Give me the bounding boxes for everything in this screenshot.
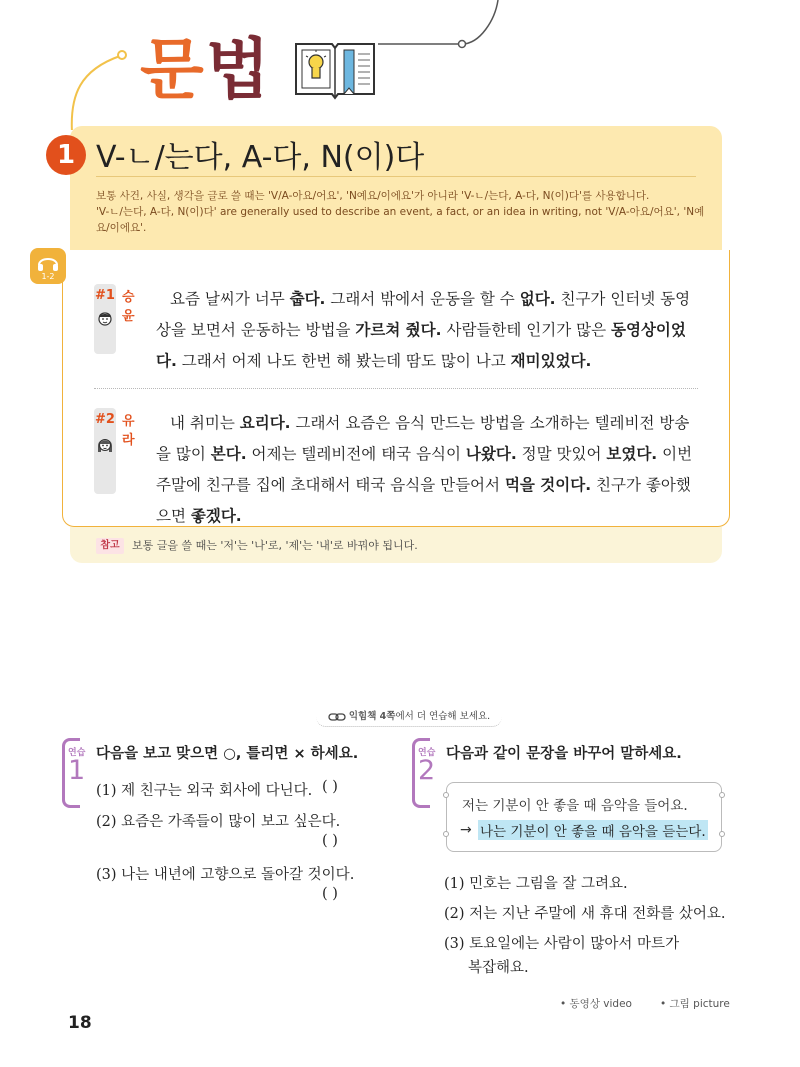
arrow-right-icon: → <box>460 822 472 838</box>
vocab-note-2: • 그림 picture <box>660 998 730 1010</box>
grammar-number-badge: 1 <box>46 135 86 175</box>
emphasized-text: 요리다. <box>239 414 291 432</box>
conversation-number: #2 <box>95 412 115 427</box>
boy-face-icon <box>97 310 113 328</box>
emphasized-text: 가르쳐 줬다. <box>355 321 442 339</box>
text-segment: 내 취미는 <box>170 414 240 432</box>
text-segment: 친구가 인터넷 동영상을 보면서 운동하는 방법을 <box>156 290 691 339</box>
emphasized-text: 재미있었다. <box>510 352 592 370</box>
practice-number: 2 <box>418 755 436 786</box>
grammar-title: V-ㄴ/는다, A-다, N(이)다 <box>96 140 425 175</box>
text-segment: 정말 맛있어 <box>516 445 607 463</box>
workbook-text: 에서 더 연습해 보세요. <box>395 711 491 722</box>
track-number: 1-2 <box>41 272 55 281</box>
speaker-name: 승윤 <box>122 290 135 324</box>
workbook-reference <box>316 709 502 727</box>
emphasized-text: 춥다. <box>289 290 326 308</box>
note-tag: 참고 <box>96 538 124 554</box>
emphasized-text: 먹을 것이다. <box>504 476 592 494</box>
open-book-lightbulb-icon <box>292 38 378 100</box>
answer-blank[interactable]: ( ) <box>322 833 338 849</box>
page-title <box>140 30 272 110</box>
emphasized-text: 없다. <box>519 290 556 308</box>
grammar-explanation <box>96 188 708 236</box>
example-box-dot <box>443 831 449 837</box>
headphones-icon <box>36 252 60 272</box>
emphasized-text: 보였다. <box>606 445 658 463</box>
speaker-name: 유라 <box>122 414 135 448</box>
conversation-text <box>156 284 702 377</box>
girl-face-icon <box>97 436 113 454</box>
practice-number: 1 <box>68 755 86 786</box>
practice-1-item-2: (2) 요즘은 가족들이 많이 보고 싶은다. <box>96 814 341 830</box>
example-question: 저는 기분이 안 좋을 때 음악을 들어요. <box>462 798 688 814</box>
emphasized-text: 나왔다. <box>465 445 517 463</box>
practice-2-item-3: (3) 토요일에는 사람이 많아서 마트가 <box>444 936 680 952</box>
note-text: 보통 글을 쓸 때는 '저'는 '나'로, '제'는 '내'로 바꿔야 됩니다. <box>132 539 418 552</box>
emphasized-text: 좋겠다. <box>190 507 242 525</box>
conversation-text <box>156 408 702 532</box>
practice-instruction: 다음을 보고 맞으면 ○, 틀리면 × 하세요. <box>96 746 359 762</box>
explanation-korean: 보통 사건, 사실, 생각을 글로 쓸 때는 'V/A-아요/어요', 'N예요/이에요'가 아니라 'V-ㄴ/는다, A-다, N(이)다'를 사용합니다. <box>96 190 650 202</box>
dotted-divider <box>94 388 698 389</box>
practice-2-item-2: (2) 저는 지난 주말에 새 휴대 전화를 샀어요. <box>444 906 726 922</box>
link-icon <box>328 713 346 721</box>
text-segment: 어제는 텔레비전에 태국 음식이 <box>246 445 466 463</box>
practice-1-item-3: (3) 나는 내년에 고향으로 돌아갈 것이다. <box>96 867 355 883</box>
text-segment: 친구가 좋아했으면 <box>156 476 691 525</box>
practice-label: 연습 <box>418 748 436 758</box>
example-box <box>446 782 722 852</box>
example-box-dot <box>719 792 725 798</box>
title-part-1: 문 <box>140 31 206 108</box>
conversation-number: #1 <box>95 288 115 303</box>
practice-2-item-3-cont: 복잡해요. <box>468 960 529 976</box>
practice-instruction: 다음과 같이 문장을 바꾸어 말하세요. <box>446 746 682 762</box>
title-part-2: 법 <box>205 31 272 108</box>
vocab-note-1: • 동영상 video <box>560 998 632 1010</box>
text-segment: 그래서 밖에서 운동을 할 수 <box>325 290 520 308</box>
example-box-dot <box>719 831 725 837</box>
text-segment: 사람들한테 인기가 많은 <box>441 321 611 339</box>
text-segment: 그래서 요즘은 음식 만드는 방법을 소개하는 텔레비전 방송을 많이 <box>156 414 690 463</box>
page-number: 18 <box>68 1013 92 1033</box>
practice-2-item-1: (1) 민호는 그림을 잘 그려요. <box>444 876 628 892</box>
text-segment: 이번 주말에 친구를 집에 초대해서 태국 음식을 만들어서 <box>156 445 693 494</box>
explanation-english: 'V-ㄴ/는다, A-다, N(이)다' are generally used to describe an event, a fact, or an idea in writing, not 'V/A-아요/어요', 'N예요/이에요'. <box>96 206 705 234</box>
example-answer: 나는 기분이 안 좋을 때 음악을 듣는다. <box>478 820 708 840</box>
text-segment: 그래서 어제 나도 한번 해 봤는데 땀도 많이 나고 <box>176 352 511 370</box>
workbook-page-link[interactable]: 익힘책 4쪽 <box>348 711 396 722</box>
emphasized-text: 본다. <box>210 445 247 463</box>
practice-label: 연습 <box>68 748 86 758</box>
text-segment: 요즘 날씨가 너무 <box>170 290 290 308</box>
example-box-dot <box>443 792 449 798</box>
divider <box>96 176 696 177</box>
emphasized-text: 동영상이었다. <box>156 321 686 370</box>
answer-blank[interactable]: ( ) <box>322 779 338 795</box>
practice-1-item-1: (1) 제 친구는 외국 회사에 다닌다. <box>96 783 313 799</box>
answer-blank[interactable]: ( ) <box>322 886 338 902</box>
decorative-curve-lines <box>0 0 800 130</box>
